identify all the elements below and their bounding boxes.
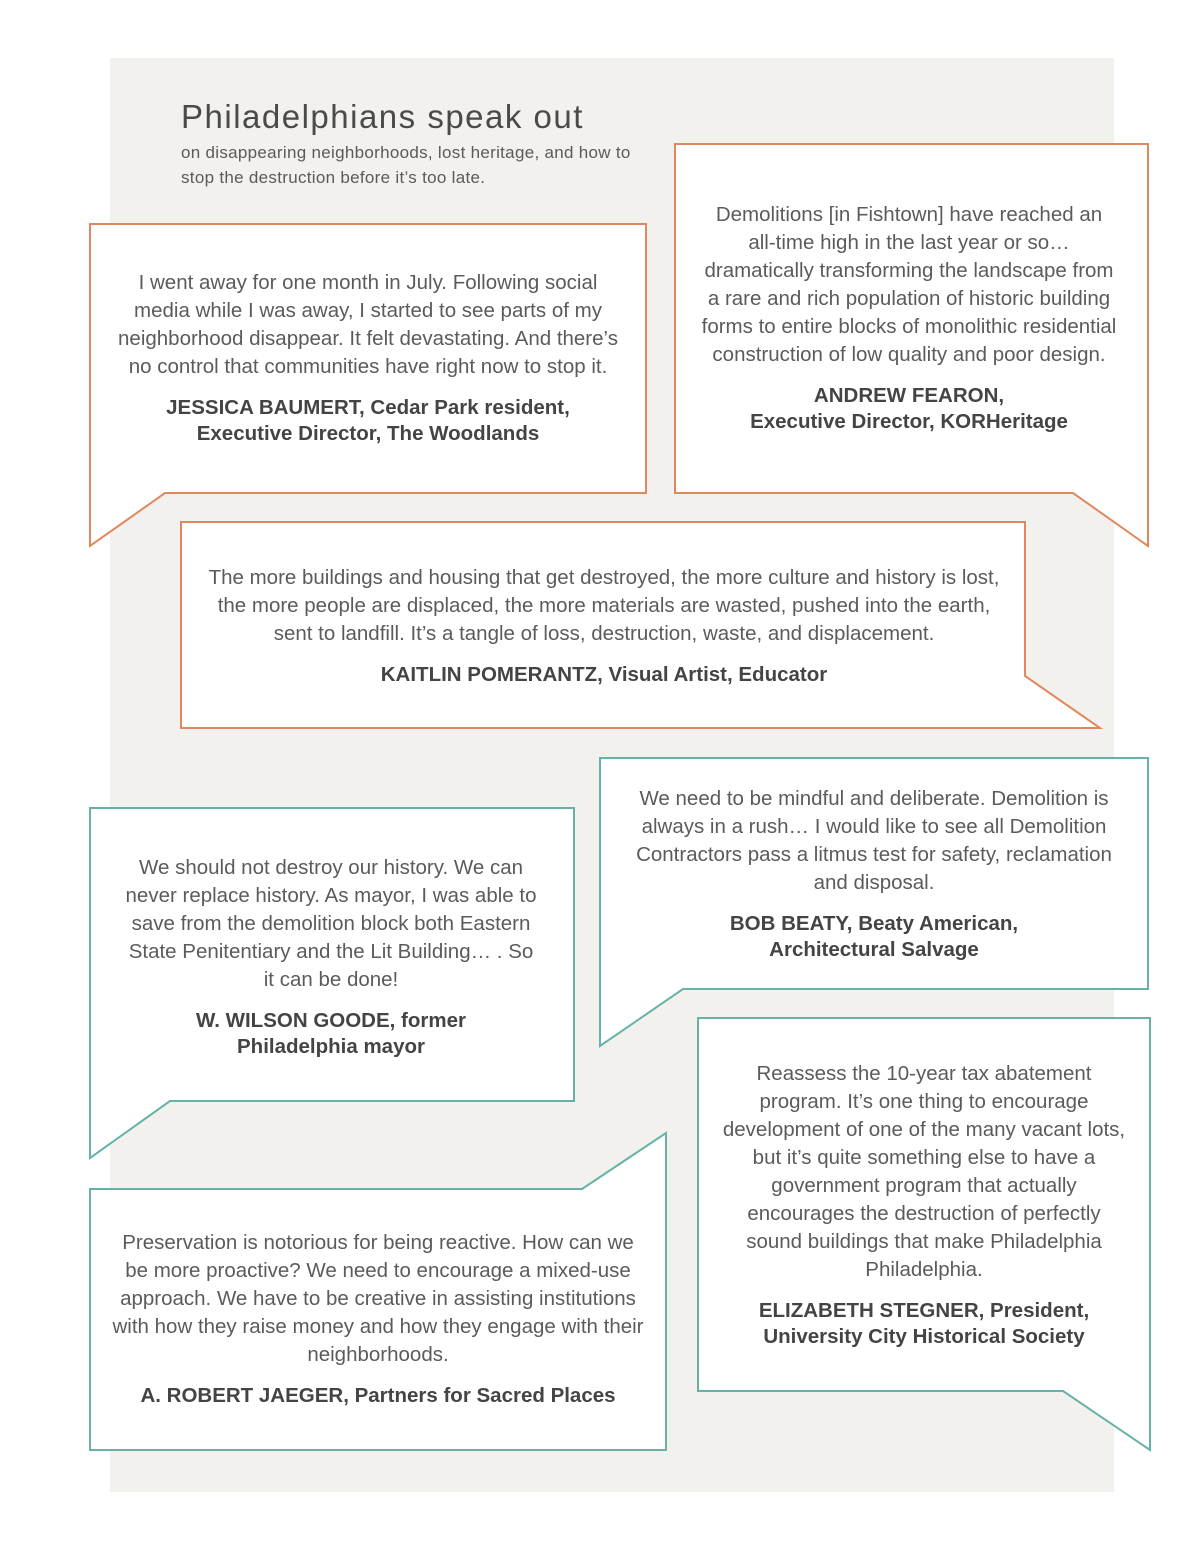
quote-author [166,395,570,447]
author-line-1: W. WILSON GOODE, former [196,1009,466,1032]
quote-text: Preservation is notorious for being reactive. How can we be more proactive? We need to encourage a mixed-use approach. We have to be creative in assisting institutions with how they raise money and how they engage with their neighborhoods. [112,1231,644,1366]
author-line-2: Executive Director, The Woodlands [196,422,540,445]
quote-author [750,383,1068,435]
author-line-1: KAITLIN POMERANTZ, Visual Artist, Educator [380,663,828,686]
quote-beaty [625,772,1123,976]
author-line-1: ANDREW FEARON, [813,384,1005,407]
quote-author [759,1298,1089,1350]
quote-text: I went away for one month in July. Following social media while I was away, I started to see parts of my neighborhood disappear. It felt devastating. And there’s no control that communities have right now to stop it. [118,271,618,378]
quote-jaeger [110,1202,646,1436]
author-line-1: ELIZABETH STEGNER, President, [758,1299,1090,1322]
quote-fearon [700,158,1118,478]
quote-goode [122,826,540,1088]
quote-text: We should not destroy our history. We can never replace history. As mayor, I was able to save from the demolition block both Eastern State Penitentiary and the Lit Building… . So it can be done! [125,856,537,991]
author-line-2: Architectural Salvage [769,938,979,961]
quote-pomerantz [205,536,1003,716]
quote-text: Demolitions [in Fishtown] have reached an all-time high in the last year or so… dramatically transforming the landscape from a rare and rich population of historic building forms to entire blocks of monolithic residential construction of low quality and poor design. [701,203,1117,366]
quote-author [730,911,1018,963]
author-line-2: Executive Director, KORHeritage [750,410,1068,433]
author-line-1: JESSICA BAUMERT, Cedar Park resident, [166,396,570,419]
page-subtitle: on disappearing neighborhoods, lost heritage, and how to stop the destruction before it’s too late. [181,143,631,187]
quote-baumert [118,238,618,478]
quote-author [140,1383,615,1409]
quote-author [196,1008,466,1060]
quote-stegner [722,1032,1126,1378]
author-line-2: University City Historical Society [763,1325,1085,1348]
quote-author [381,662,828,688]
author-line-1: A. ROBERT JAEGER, Partners for Sacred Places [140,1384,616,1407]
quote-text: We need to be mindful and deliberate. Demolition is always in a rush… I would like to see all Demolition Contractors pass a litmus test for safety, reclamation and disposal. [636,787,1112,894]
author-line-2: Philadelphia mayor [237,1035,425,1058]
page-title: Philadelphians speak out [181,98,584,135]
quote-text: Reassess the 10-year tax abatement program. It’s one thing to encourage development of one of the many vacant lots, but it’s quite something else to have a government program that actually encourages the destruction of perfectly sound buildings that make Philadelphia Philadelphia. [722,1062,1126,1281]
author-line-1: BOB BEATY, Beaty American, [729,912,1019,935]
quote-text: The more buildings and housing that get destroyed, the more culture and history is lost, the more people are displaced, the more materials are wasted, pushed into the earth, sent to landfill. It’s a tangle of loss, destruction, waste, and displacement. [208,566,1000,645]
